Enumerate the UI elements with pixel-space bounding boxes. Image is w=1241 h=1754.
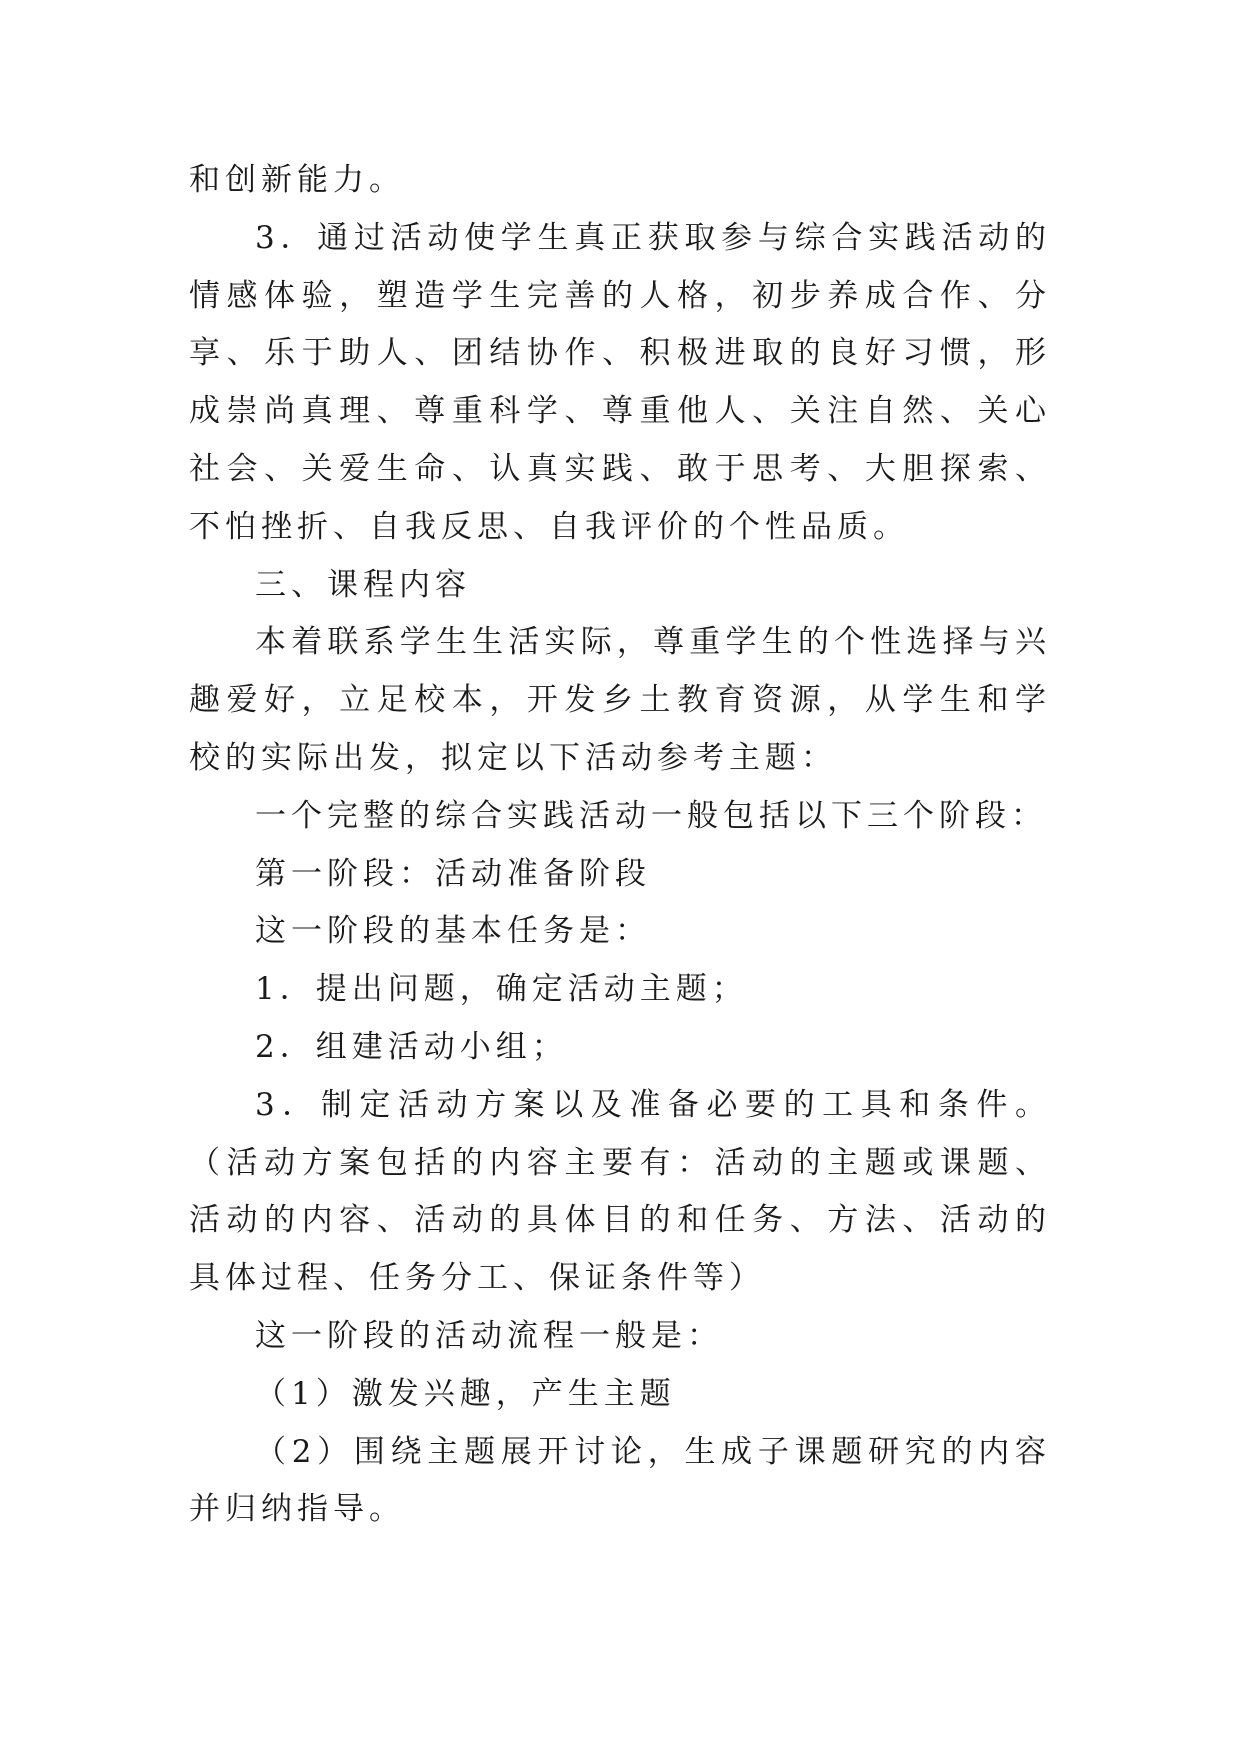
paragraph-7: 这一阶段的基本任务是： xyxy=(255,913,651,950)
paragraph-2: 3．通过活动使学生真正获取参与综合实践活动的情感体验，塑造学生完善的人格，初步养成合作、分享、乐于助人、团结协作、积极进取的良好习惯，形成崇尚真理、尊重科学、尊重他人、关注自然、关心社会、关爱生命、认真实践、敢于思考、大胆探索、不怕挫折、自我反思、自我评价的个性品质。 xyxy=(189,219,1051,545)
paragraph-5: 一个完整的综合实践活动一般包括以下三个阶段： xyxy=(255,797,1047,834)
sub-item-1: （1）激发兴趣，产生主题 xyxy=(255,1375,676,1412)
document-body xyxy=(189,152,1051,1539)
sub-item-2: （2）围绕主题展开讨论，生成子课题研究的内容并归纳指导。 xyxy=(189,1433,1051,1528)
paragraph-4: 本着联系学生生活实际，尊重学生的个性选择与兴趣爱好，立足校本，开发乡土教育资源，从学生和学校的实际出发，拟定以下活动参考主题： xyxy=(189,624,1051,776)
paragraph-1: 和创新能力。 xyxy=(189,162,405,198)
section-heading: 三、课程内容 xyxy=(255,566,471,603)
stage-heading: 第一阶段：活动准备阶段 xyxy=(255,855,651,892)
list-item-2: 2．组建活动小组； xyxy=(255,1028,568,1065)
list-item-3: 3．制定活动方案以及准备必要的工具和条件。（活动方案包括的内容主要有：活动的主题或课题、活动的内容、活动的具体目的和任务、方法、活动的具体过程、任务分工、保证条件等） xyxy=(189,1086,1051,1297)
paragraph-11: 这一阶段的活动流程一般是： xyxy=(255,1317,723,1354)
list-item-1: 1．提出问题，确定活动主题； xyxy=(255,971,748,1008)
